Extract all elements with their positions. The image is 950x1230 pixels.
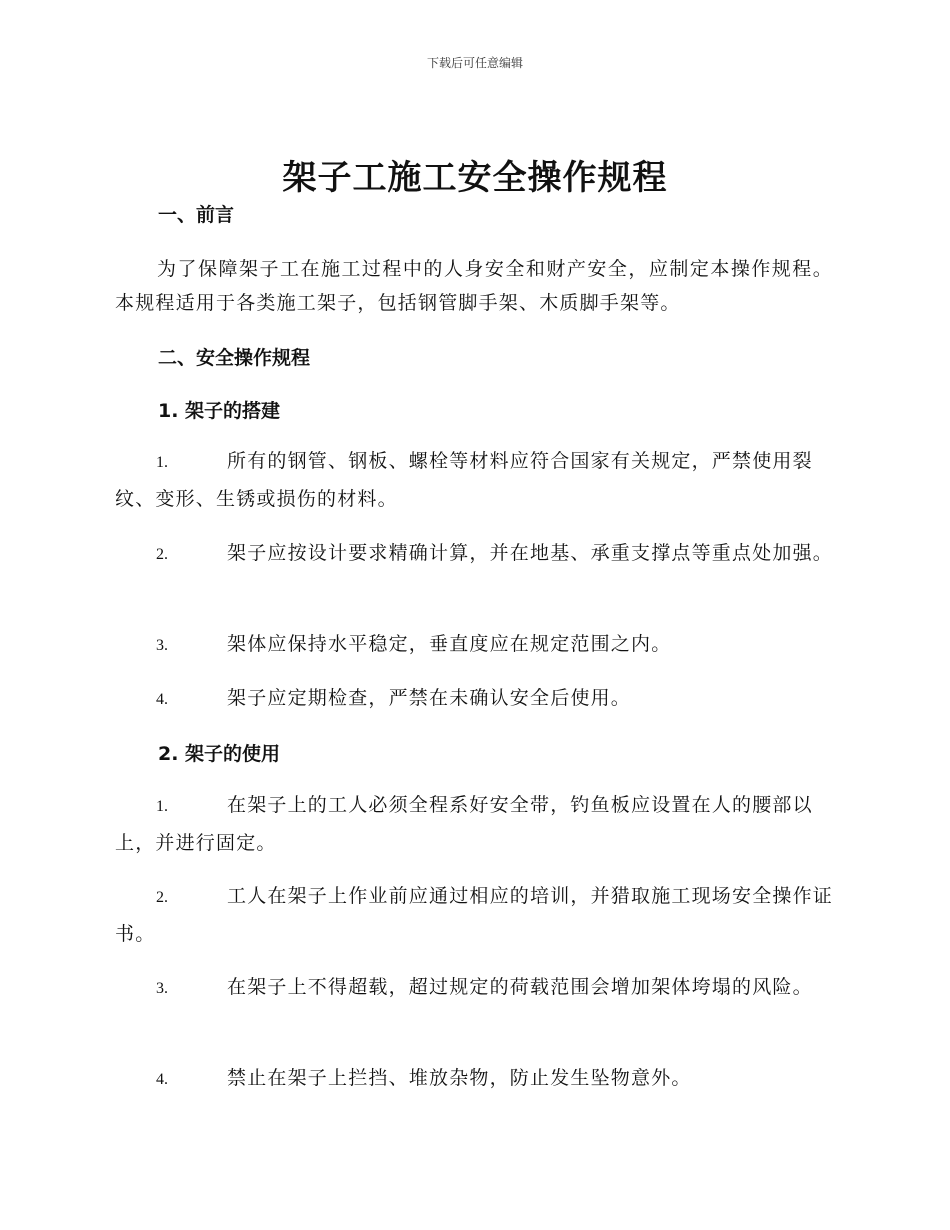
section-heading-preface: 一、前言 <box>158 204 235 226</box>
use-item <box>115 787 833 862</box>
document-title: 架子工施工安全操作规程 <box>282 158 668 198</box>
use-item <box>115 878 833 953</box>
build-item <box>115 443 833 518</box>
item-number: 1. <box>156 454 168 471</box>
subsection-heading-use: 2. 架子的使用 <box>158 743 281 765</box>
item-number: 4. <box>156 1071 168 1088</box>
item-number: 1. <box>156 798 168 815</box>
item-text: 所有的钢管、钢板、螺栓等材料应符合国家有关规定，严禁使用裂纹、变形、生锈或损伤的材料。 <box>115 450 813 510</box>
item-text: 架体应保持水平稳定，垂直度应在规定范围之内。 <box>227 633 672 655</box>
subsection-heading-build: 1. 架子的搭建 <box>158 400 281 422</box>
item-text: 在架子上的工人必须全程系好安全带，钓鱼板应设置在人的腰部以上，并进行固定。 <box>115 794 813 854</box>
item-text: 工人在架子上作业前应通过相应的培训，并猎取施工现场安全操作证书。 <box>115 885 834 945</box>
item-text: 在架子上不得超载，超过规定的荷载范围会增加架体垮塌的风险。 <box>227 976 813 998</box>
item-text: 架子应定期检查，严禁在未确认安全后使用。 <box>227 687 632 709</box>
item-number: 4. <box>156 691 168 708</box>
item-number: 2. <box>156 546 168 563</box>
use-item <box>115 969 833 1007</box>
build-item <box>115 626 833 664</box>
header-note: 下载后可任意编辑 <box>426 56 523 70</box>
preface-paragraph: 为了保障架子工在施工过程中的人身安全和财产安全，应制定本操作规程。本规程适用于各类施工架子，包括钢管脚手架、木质脚手架等。 <box>115 258 833 314</box>
build-item <box>115 535 833 573</box>
item-text: 禁止在架子上拦挡、堆放杂物，防止发生坠物意外。 <box>227 1067 692 1089</box>
item-number: 3. <box>156 637 168 654</box>
item-number: 2. <box>156 889 168 906</box>
item-text: 架子应按设计要求精确计算，并在地基、承重支撑点等重点处加强。 <box>227 542 834 564</box>
item-number: 3. <box>156 980 168 997</box>
build-item <box>115 680 833 718</box>
use-item <box>115 1060 833 1098</box>
section-heading-rules: 二、安全操作规程 <box>158 347 311 369</box>
